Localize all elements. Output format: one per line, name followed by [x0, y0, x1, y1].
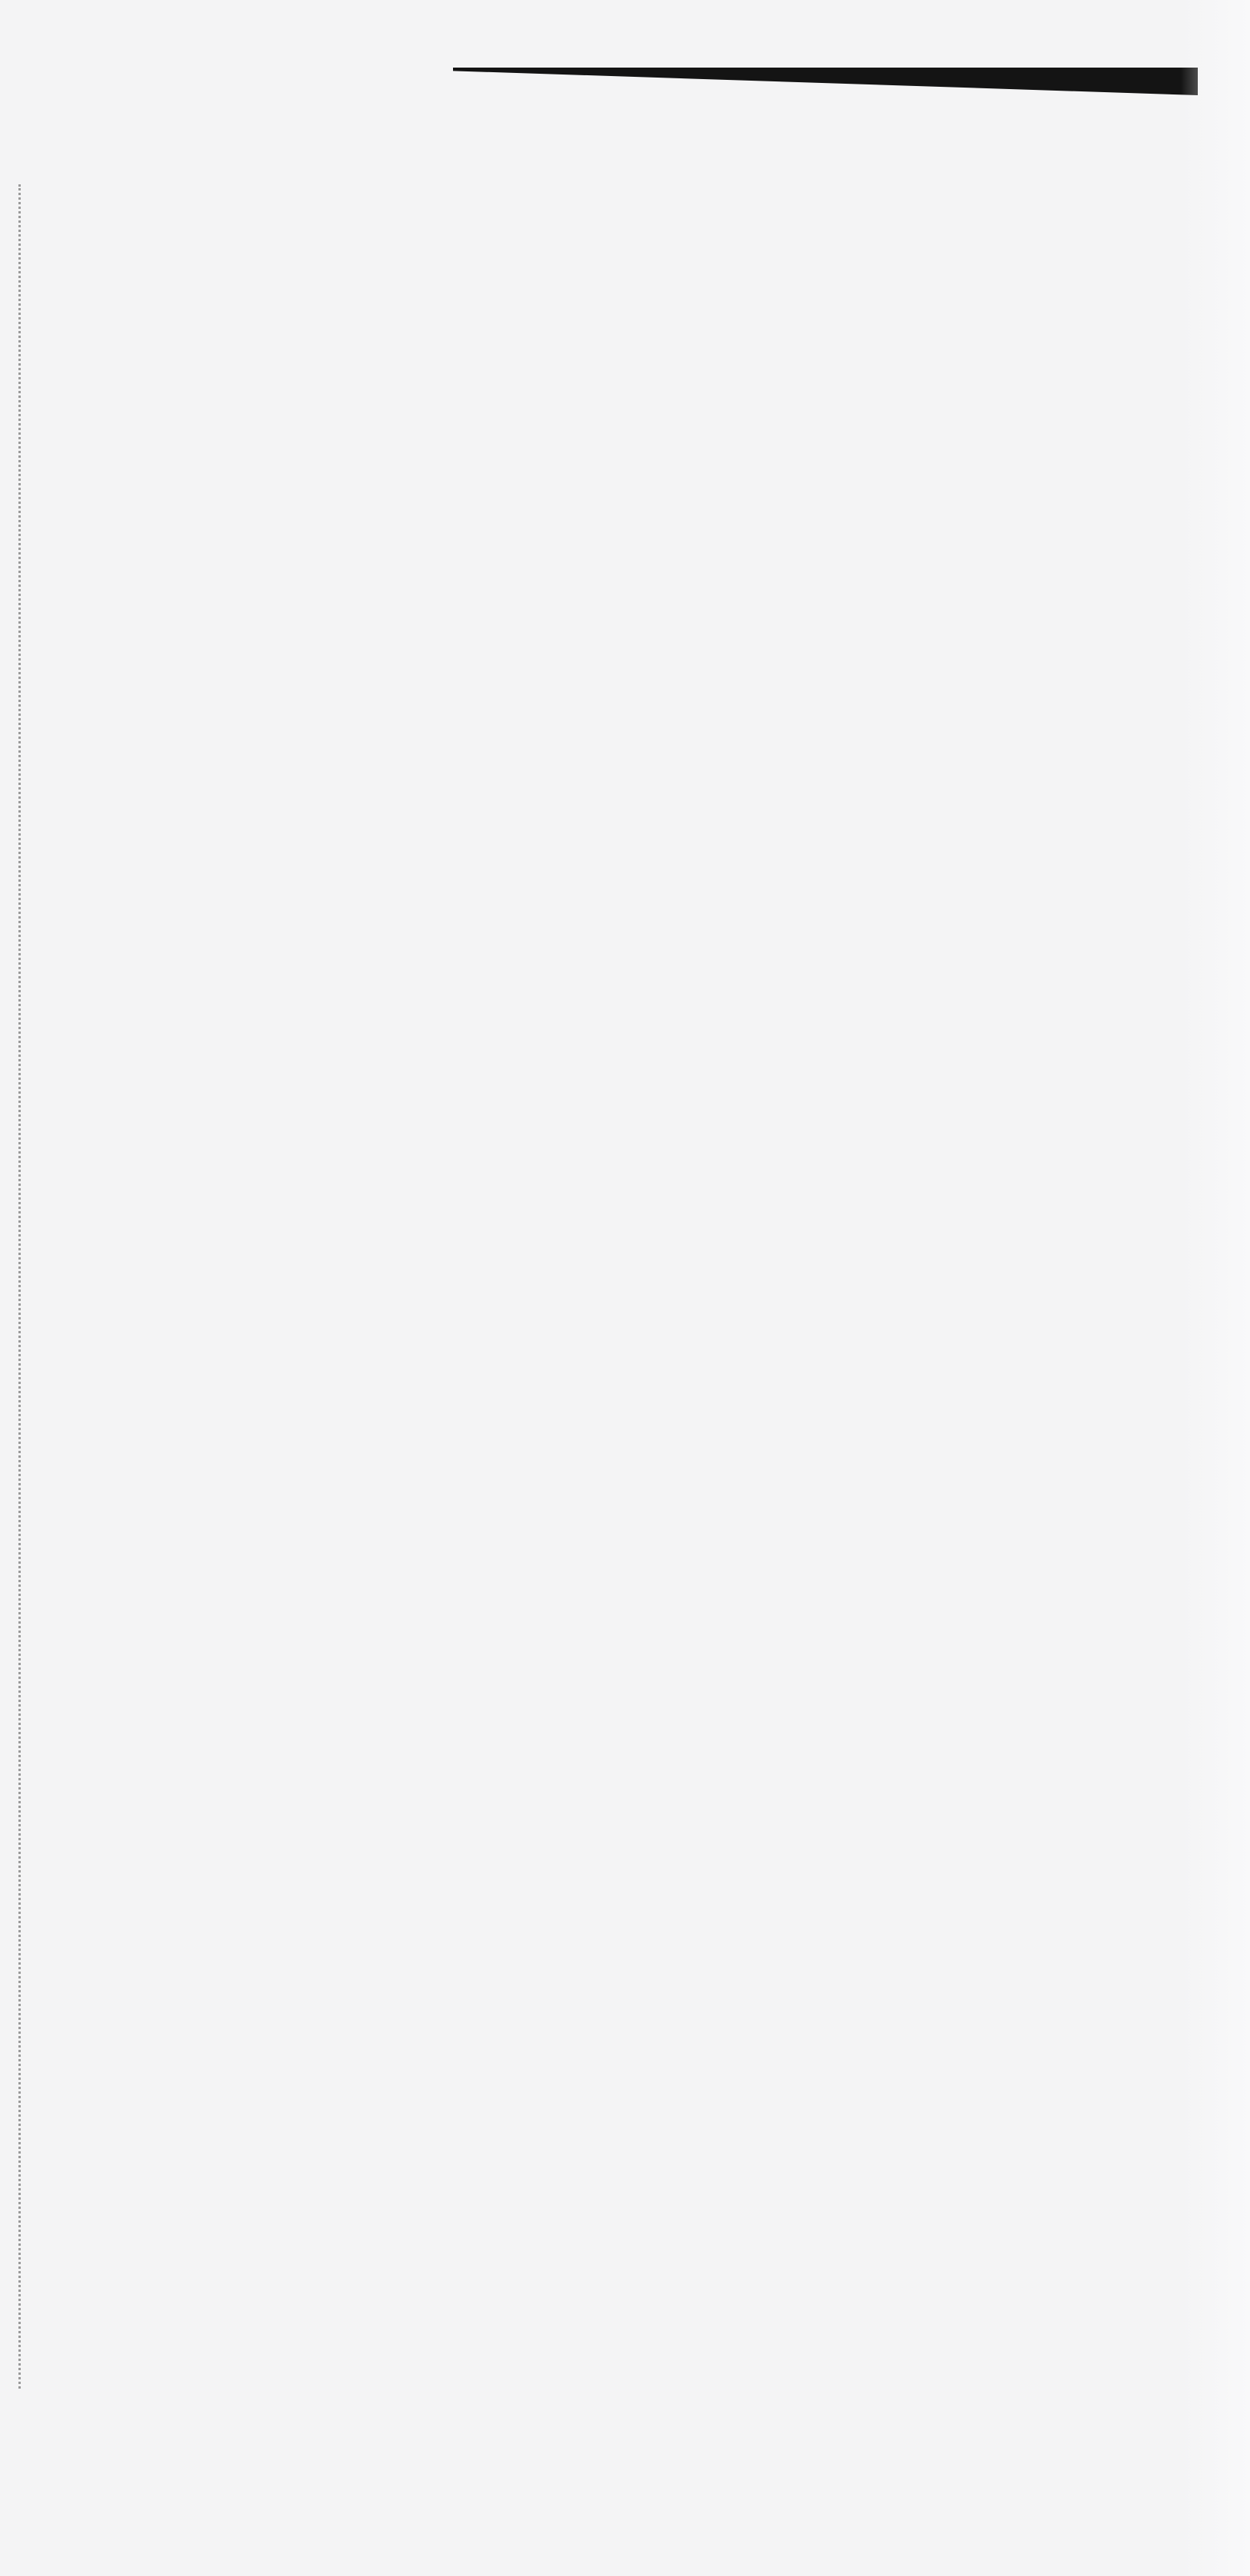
- section-b-heading: [45, 419, 1058, 472]
- section-k-heading: [45, 174, 1058, 226]
- section-title: [45, 230, 1058, 315]
- page-margin: [1181, 0, 1250, 2576]
- section-a-heading: [45, 367, 1058, 419]
- answer-key-content: [45, 174, 1058, 472]
- page-edge-shadow: [453, 68, 1198, 95]
- part-label: [45, 315, 1058, 367]
- binding-dotted-line: [18, 184, 21, 2389]
